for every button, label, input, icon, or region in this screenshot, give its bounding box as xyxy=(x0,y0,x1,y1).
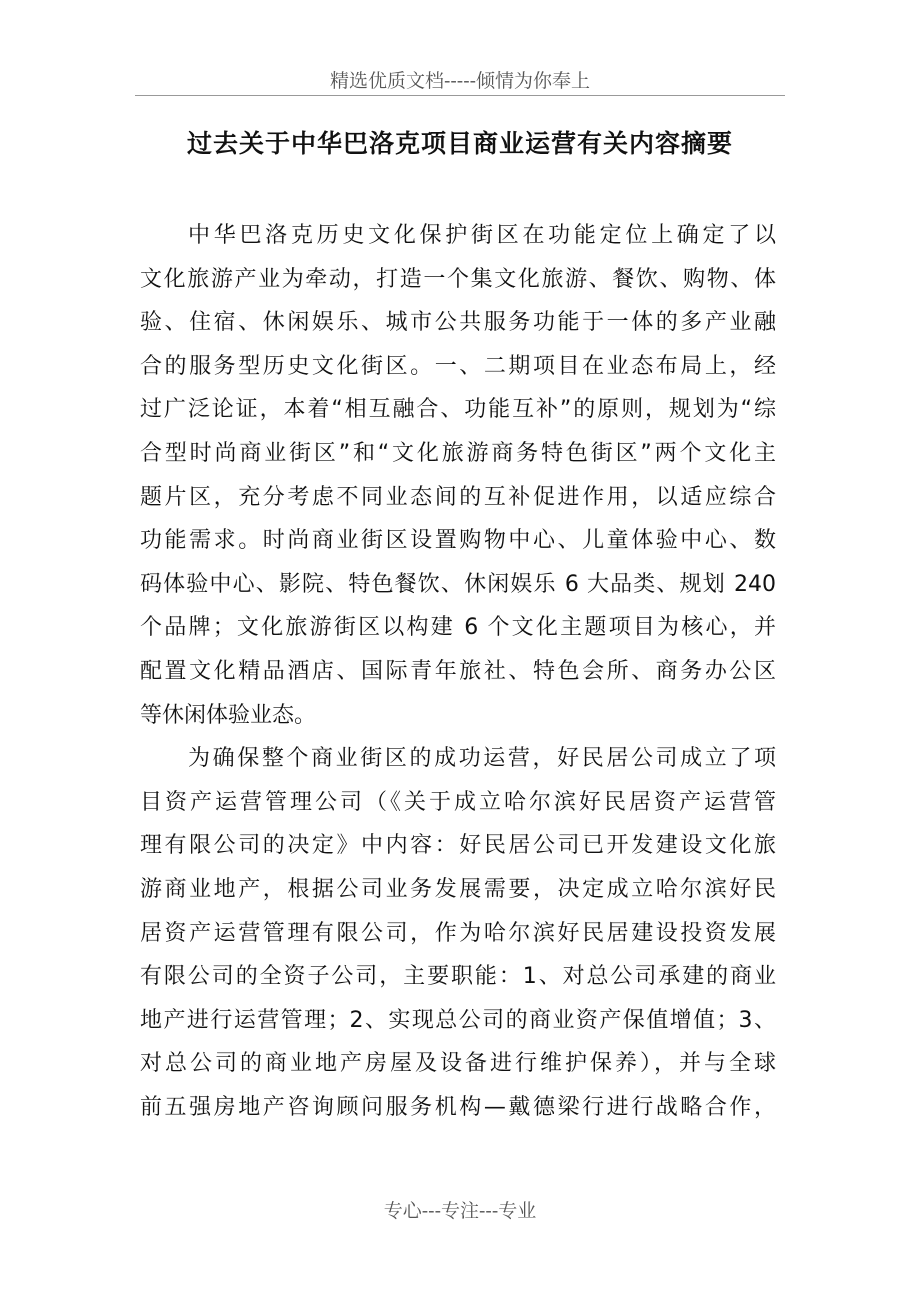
paragraph-line: 合的服务型历史文化街区。一、二期项目在业态布局上，经 xyxy=(140,353,776,379)
paragraph-line: 理有限公司的决定》中内容：好民居公司已开发建设文化旅 xyxy=(140,833,776,859)
paragraph-line: 目资产运营管理公司（《关于成立哈尔滨好民居资产运营管 xyxy=(140,789,776,815)
header-divider xyxy=(135,95,785,96)
paragraph-line: 有限公司的全资子公司，主要职能：1、对总公司承建的商业 xyxy=(140,964,776,990)
paragraph-line: 文化旅游产业为牵动，打造一个集文化旅游、餐饮、购物、体 xyxy=(140,266,776,292)
paragraph-line: 为确保整个商业街区的成功运营，好民居公司成立了项 xyxy=(188,746,776,772)
paragraph-line: 游商业地产，根据公司业务发展需要，决定成立哈尔滨好民 xyxy=(140,876,776,902)
paragraph-line: 个品牌；文化旅游街区以构建 6 个文化主题项目为核心，并 xyxy=(140,615,776,641)
paragraph-line: 等休闲体验业态。 xyxy=(140,702,317,728)
paragraph-line: 码体验中心、影院、特色餐饮、休闲娱乐 6 大品类、规划 240 xyxy=(140,571,776,597)
paragraph-line: 配置文化精品酒店、国际青年旅社、特色会所、商务办公区 xyxy=(140,658,776,684)
paragraph-line: 验、住宿、休闲娱乐、城市公共服务功能于一体的多产业融 xyxy=(140,310,776,336)
paragraph-line: 功能需求。时尚商业街区设置购物中心、儿童体验中心、数 xyxy=(140,528,776,554)
paragraph-line: 过广泛论证，本着“相互融合、功能互补”的原则，规划为“综 xyxy=(140,397,776,423)
page-header: 精选优质文档-----倾情为你奉上 xyxy=(329,70,591,92)
document-body xyxy=(140,214,776,1129)
document-title: 过去关于中华巴洛克项目商业运营有关内容摘要 xyxy=(186,129,733,158)
paragraph-line: 居资产运营管理有限公司，作为哈尔滨好民居建设投资发展 xyxy=(140,920,776,946)
paragraph-line: 地产进行运营管理；2、实现总公司的商业资产保值增值；3、 xyxy=(140,1007,776,1033)
paragraph-line: 对总公司的商业地产房屋及设备进行维护保养），并与全球 xyxy=(140,1051,776,1077)
paragraph-line: 中华巴洛克历史文化保护街区在功能定位上确定了以 xyxy=(188,223,776,248)
paragraph-line: 题片区，充分考虑不同业态间的互补促进作用，以适应综合 xyxy=(140,484,776,510)
paragraph-line: 前五强房地产咨询顾问服务机构—戴德梁行进行战略合作， xyxy=(140,1094,776,1120)
paragraph-line: 合型时尚商业街区”和“文化旅游商务特色街区”两个文化主 xyxy=(140,440,776,466)
page-footer: 专心---专注---专业 xyxy=(383,1200,537,1222)
